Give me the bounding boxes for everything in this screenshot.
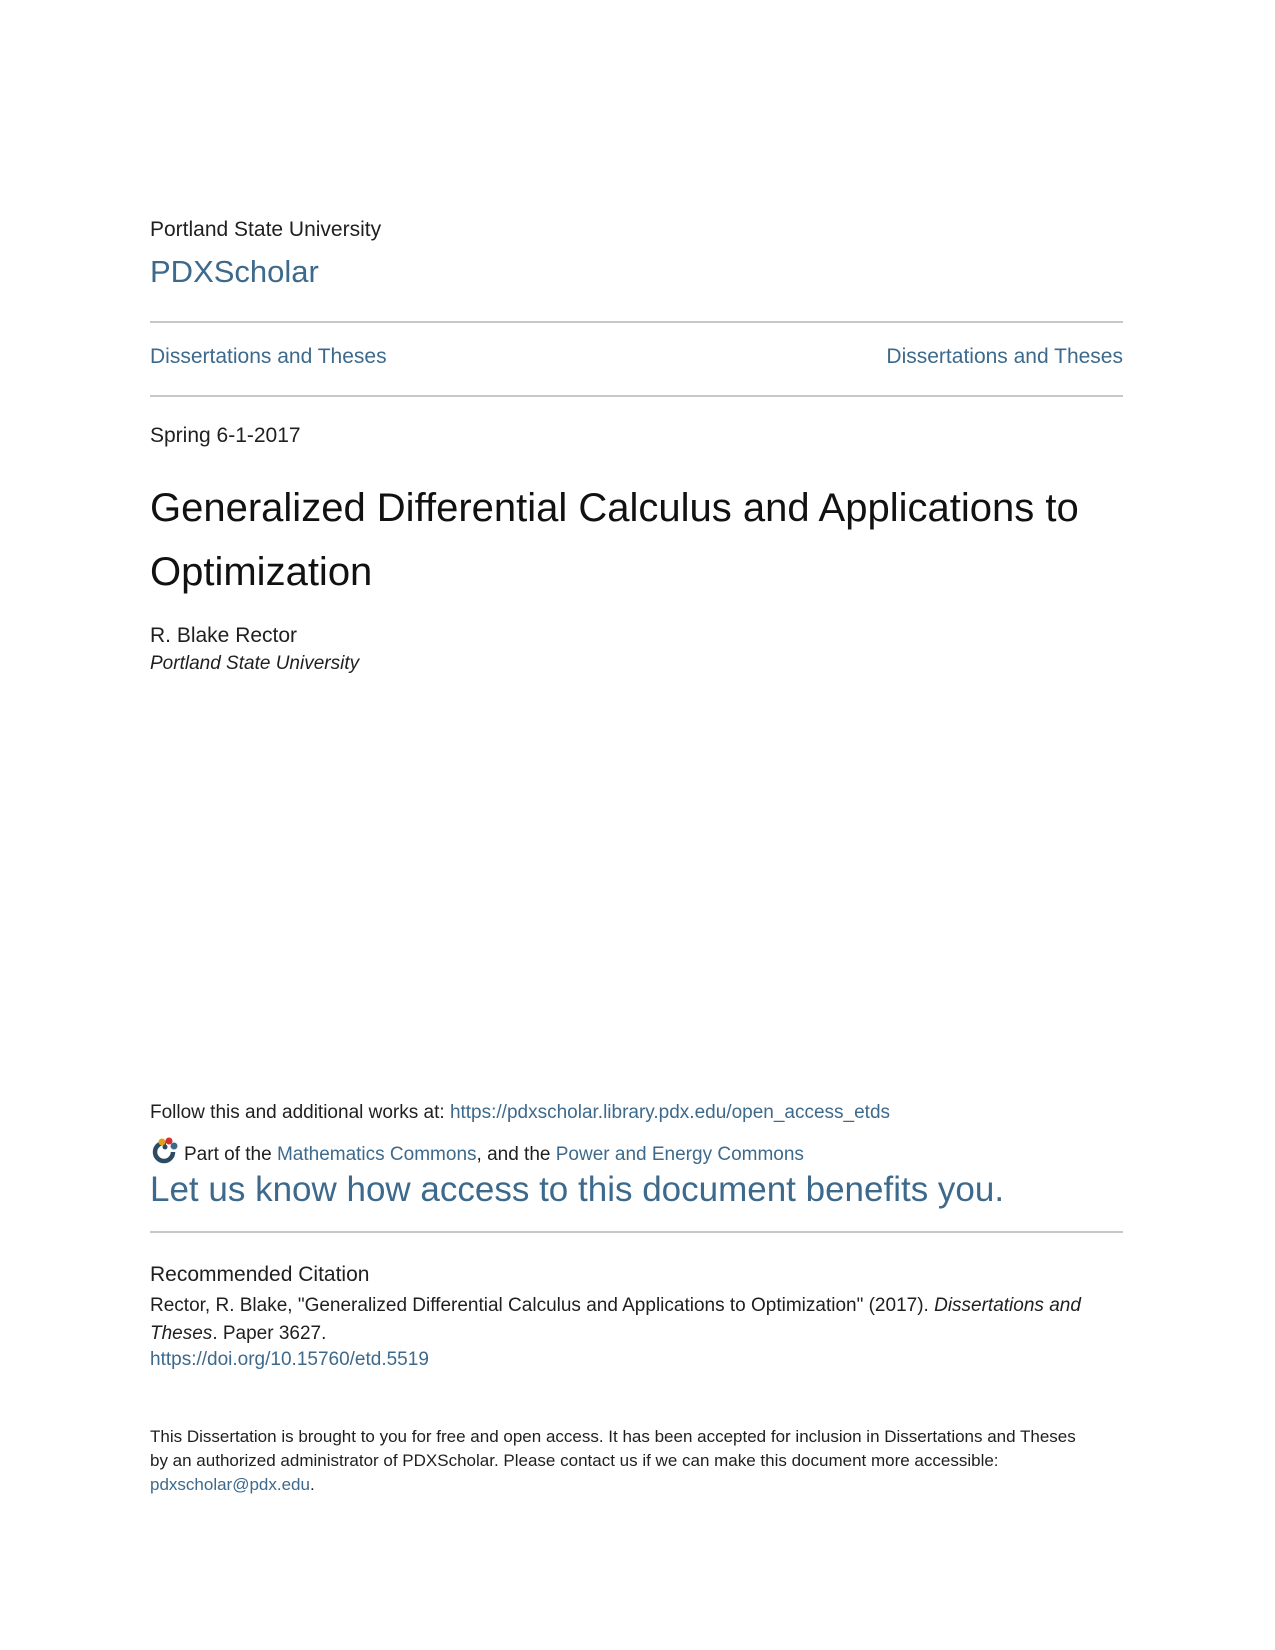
access-statement-text: This Dissertation is brought to you for free and open access. It has been accepted for inclusion in Dissertations and Theses by an authorized administrator of PDXScholar. Please contact us if we can make this document more accessible: [150, 1427, 1076, 1470]
contact-email-link[interactable]: pdxscholar@pdx.edu [150, 1475, 310, 1494]
access-statement-end: . [309, 1475, 315, 1494]
cover-page [150, 0, 1123, 1650]
follow-url-link[interactable]: https://pdxscholar.library.pdx.edu/open_access_etds [449, 1102, 891, 1123]
institution-name: Portland State University [150, 218, 382, 241]
citation-heading: Recommended Citation [150, 1263, 370, 1286]
collection-row [150, 345, 1123, 369]
part-of-prefix: Part of the [184, 1144, 277, 1165]
document-title: Generalized Differential Calculus and Applications to Optimization [150, 486, 1079, 594]
repository-link[interactable]: PDXScholar [150, 254, 319, 289]
access-statement [150, 1425, 1090, 1497]
citation-tail: . Paper 3627. [212, 1323, 327, 1344]
power-energy-commons-link[interactable]: Power and Energy Commons [555, 1144, 804, 1165]
follow-prefix: Follow this and additional works at: [150, 1102, 450, 1123]
mathematics-commons-link[interactable]: Mathematics Commons [276, 1144, 477, 1165]
divider-top [150, 321, 1123, 323]
divider-middle [150, 395, 1123, 397]
citation-text [150, 1292, 1123, 1348]
publication-date: Spring 6-1-2017 [150, 424, 301, 447]
citation-series: Dissertations and Theses [150, 1295, 1081, 1344]
part-of-middle: , and the [476, 1144, 556, 1165]
author-name: R. Blake Rector [150, 624, 298, 647]
collection-link-left[interactable]: Dissertations and Theses [150, 345, 387, 368]
doi-link[interactable]: https://doi.org/10.15760/etd.5519 [150, 1349, 429, 1370]
benefit-feedback-link[interactable]: Let us know how access to this document benefits you. [150, 1170, 1005, 1209]
author-affiliation: Portland State University [150, 653, 360, 674]
divider-bottom [150, 1231, 1123, 1233]
citation-plain: Rector, R. Blake, "Generalized Differential Calculus and Applications to Optimization" (2017). [150, 1295, 935, 1316]
follow-line [150, 1102, 890, 1124]
collection-link-right[interactable]: Dissertations and Theses [886, 345, 1123, 368]
part-of-line [150, 1140, 804, 1170]
network-commons-icon [150, 1136, 180, 1166]
